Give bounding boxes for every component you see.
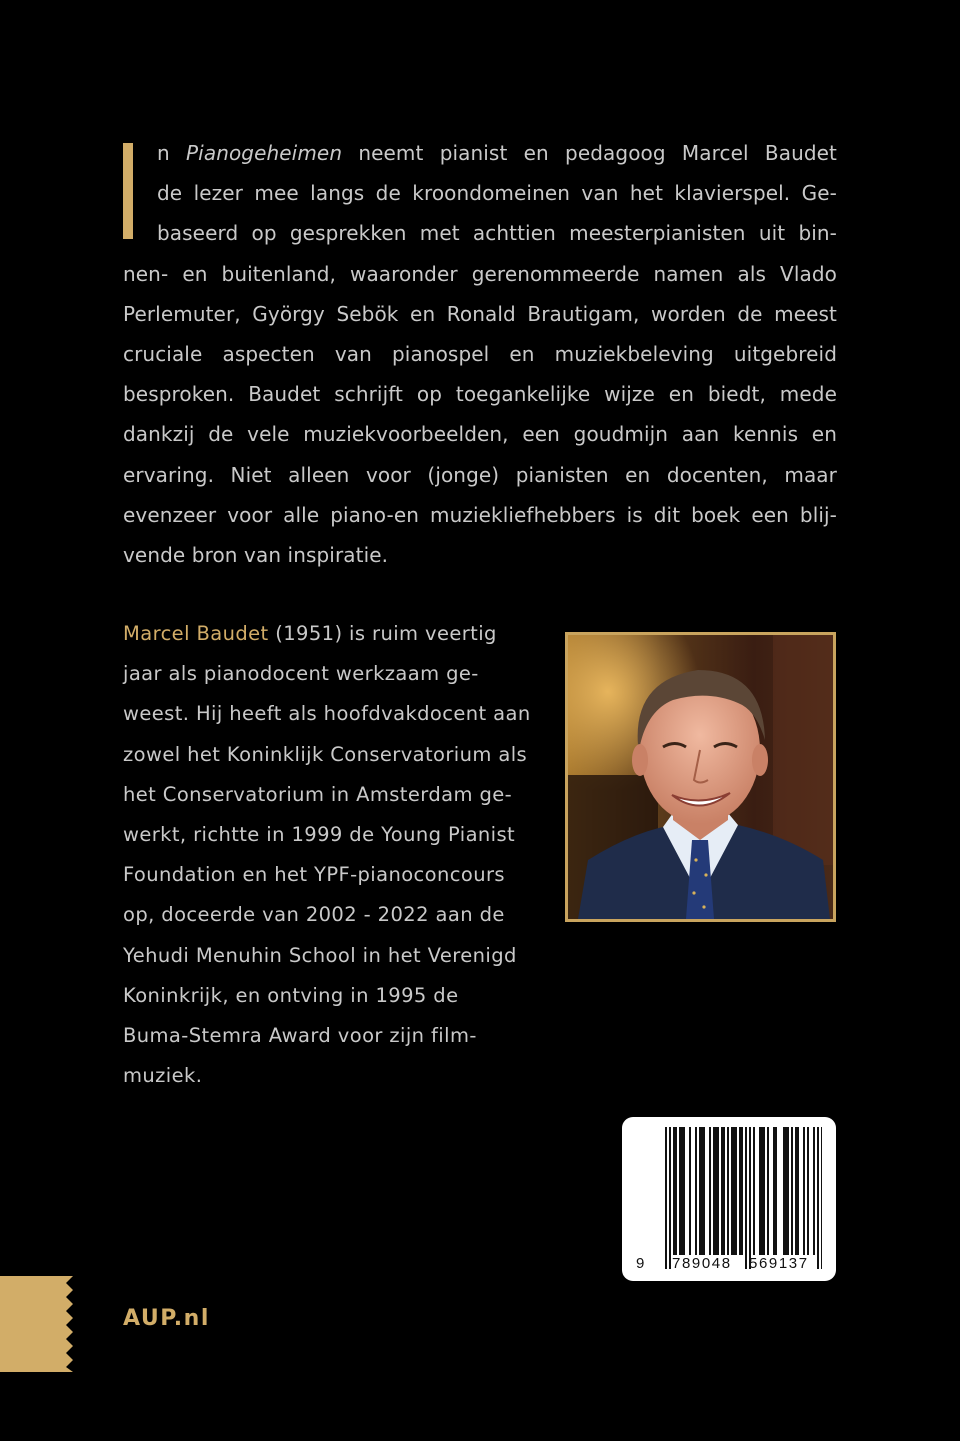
publisher-gold-tab (0, 1276, 74, 1372)
bio-line: jaar als pianodocent werkzaam ge- (123, 662, 479, 686)
bio-line: werkt, richtte in 1999 de Young Pianist (123, 822, 516, 846)
bio-line: weest. Hij heeft als hoofdvakdocent aan (123, 702, 531, 726)
bio-line: Yehudi Menuhin School in het Verenigd (123, 943, 517, 967)
blurb-line: n Pianogeheimen neemt pianist en pedagoog Marcel Baudet (157, 141, 837, 165)
blurb-line: dankzij de vele muziekvoorbeelden, een goudmijn aan kennis en (123, 422, 837, 447)
blurb-line: de lezer mee langs de kroondomeinen van het klavierspel. Ge- (157, 181, 837, 206)
portrait-image (568, 635, 833, 919)
book-title-italic: Pianogeheimen (186, 141, 343, 165)
author-name: Marcel Baudet (123, 622, 269, 645)
blurb-line: ervaring. Niet alleen voor (jonge) pianisten en docenten, maar (123, 462, 837, 487)
author-bio (123, 618, 533, 1100)
bio-line: Buma-Stemra Award voor zijn film- (123, 1023, 477, 1047)
bio-line: muziek. (123, 1064, 203, 1088)
bio-line: Marcel Baudet (1951) is ruim veertig (123, 622, 497, 645)
barcode-icon (652, 1127, 822, 1269)
blurb-line: cruciale aspecten van pianospel en muziekbeleving uitgebreid (123, 341, 837, 366)
blurb-line: vende bron van inspiratie. (123, 542, 389, 567)
publisher-url-link[interactable]: AUP.nl (123, 1306, 210, 1331)
blurb-line: baseerd op gesprekken met achttien meesterpianisten uit bin- (157, 221, 837, 246)
blurb-line: nen- en buitenland, waaronder gerenommeerde namen als Vlado (123, 261, 837, 286)
isbn-barcode: 9 789048 569137 (622, 1117, 836, 1281)
bio-line: Foundation en het YPF-pianoconcours (123, 863, 505, 887)
dropcap-i-bar (123, 143, 133, 239)
blurb-line: evenzeer voor alle piano-en muziekliefhebbers is dit boek een blij- (123, 502, 837, 527)
blurb-paragraph (123, 137, 837, 579)
blurb-line: Perlemuter, György Sebök en Ronald Brautigam, worden de meest (123, 301, 837, 326)
bio-line: op, doceerde van 2002 - 2022 aan de (123, 903, 505, 927)
bio-line: Koninkrijk, en ontving in 1995 de (123, 983, 459, 1007)
author-photo (565, 632, 836, 922)
bio-line: het Conservatorium in Amsterdam ge- (123, 782, 513, 806)
bio-line: zowel het Koninklijk Conservatorium als (123, 742, 528, 766)
blurb-line: besproken. Baudet schrijft op toegankelijke wijze en biedt, mede (123, 382, 837, 407)
